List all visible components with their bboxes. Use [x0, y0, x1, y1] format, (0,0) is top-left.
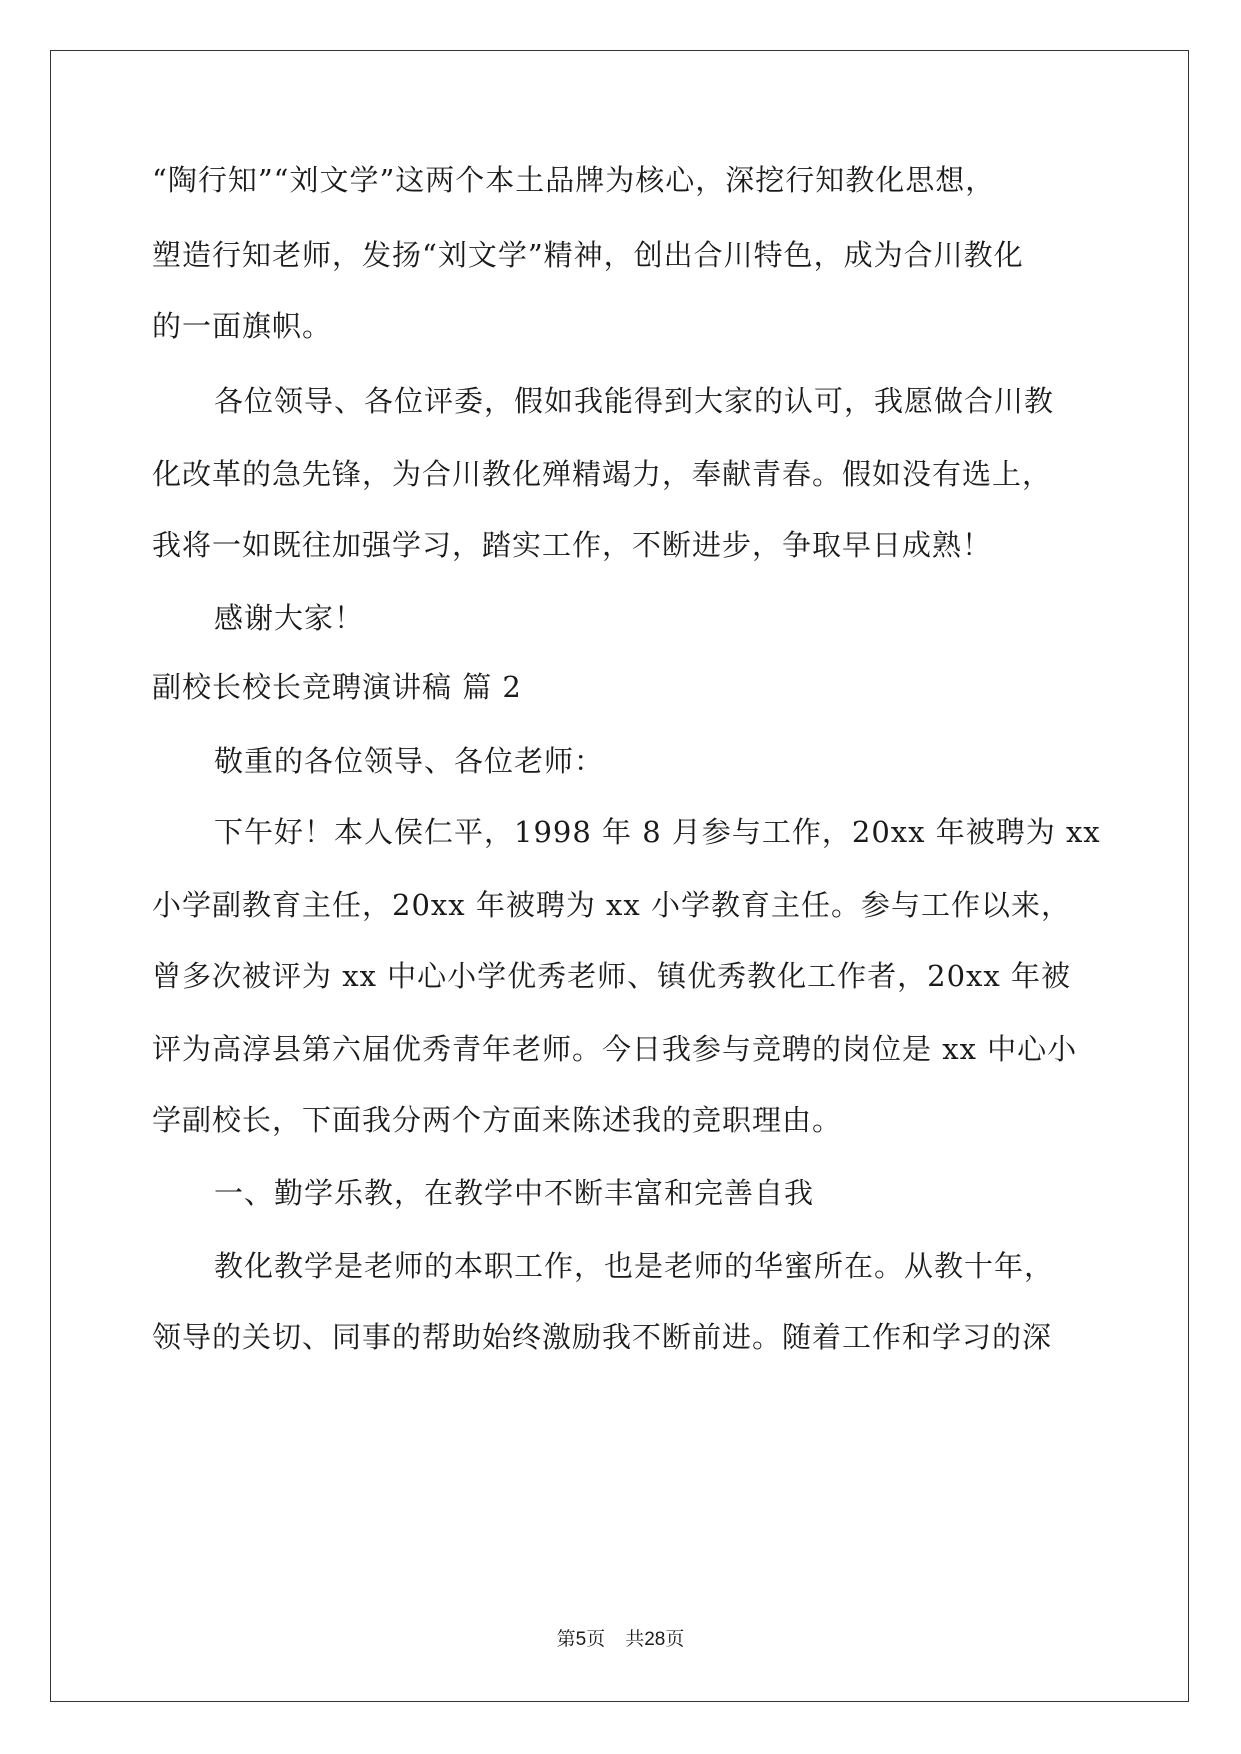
total-prefix: 共	[625, 1629, 645, 1650]
text-line: 化改革的急先锋，为合川教化殚精竭力，奉献青春。假如没有选上，	[152, 457, 1053, 491]
paragraph-start: 教化教学是老师的本职工作，也是老师的华蜜所在。从教十年，	[214, 1249, 1055, 1283]
total-suffix: 页	[665, 1629, 685, 1650]
text-line: “陶行知”“刘文学”这两个本土品牌为核心，深挖行知教化思想，	[152, 163, 996, 197]
paragraph-start: 下午好！本人侯仁平，1998 年 8 月参与工作，20xx 年被聘为 xx	[214, 815, 1101, 849]
text-line: 学副校长，下面我分两个方面来陈述我的竞职理由。	[152, 1103, 843, 1137]
total-pages: 28	[644, 1629, 666, 1650]
text-line: 的一面旗帜。	[152, 309, 333, 343]
page-suffix: 页	[586, 1629, 606, 1650]
salutation: 敬重的各位领导、各位老师：	[214, 744, 605, 778]
text-line: 我将一如既往加强学习，踏实工作，不断进步，争取早日成熟！	[152, 528, 993, 562]
thanks-line: 感谢大家！	[214, 601, 365, 635]
page-prefix: 第	[556, 1629, 576, 1650]
section-heading: 副校长校长竞聘演讲稿 篇 2	[152, 670, 522, 704]
paragraph-start: 各位领导、各位评委，假如我能得到大家的认可，我愿做合川教	[214, 384, 1055, 418]
text-line: 评为高淳县第六届优秀青年老师。今日我参与竞聘的岗位是 xx 中心小	[152, 1032, 1078, 1066]
text-line: 曾多次被评为 xx 中心小学优秀老师、镇优秀教化工作者，20xx 年被	[152, 959, 1071, 993]
page-border	[50, 50, 1189, 1702]
page-number: 5	[575, 1629, 587, 1650]
text-line: 小学副教育主任，20xx 年被聘为 xx 小学教育主任。参与工作以来，	[152, 888, 1071, 922]
page-footer	[0, 1624, 1241, 1651]
text-line: 领导的关切、同事的帮助始终激励我不断前进。随着工作和学习的深	[152, 1320, 1053, 1354]
text-line: 塑造行知老师，发扬“刘文学”精神，创出合川特色，成为合川教化	[152, 238, 1024, 272]
subheading: 一、勤学乐教，在教学中不断丰富和完善自我	[214, 1176, 815, 1210]
